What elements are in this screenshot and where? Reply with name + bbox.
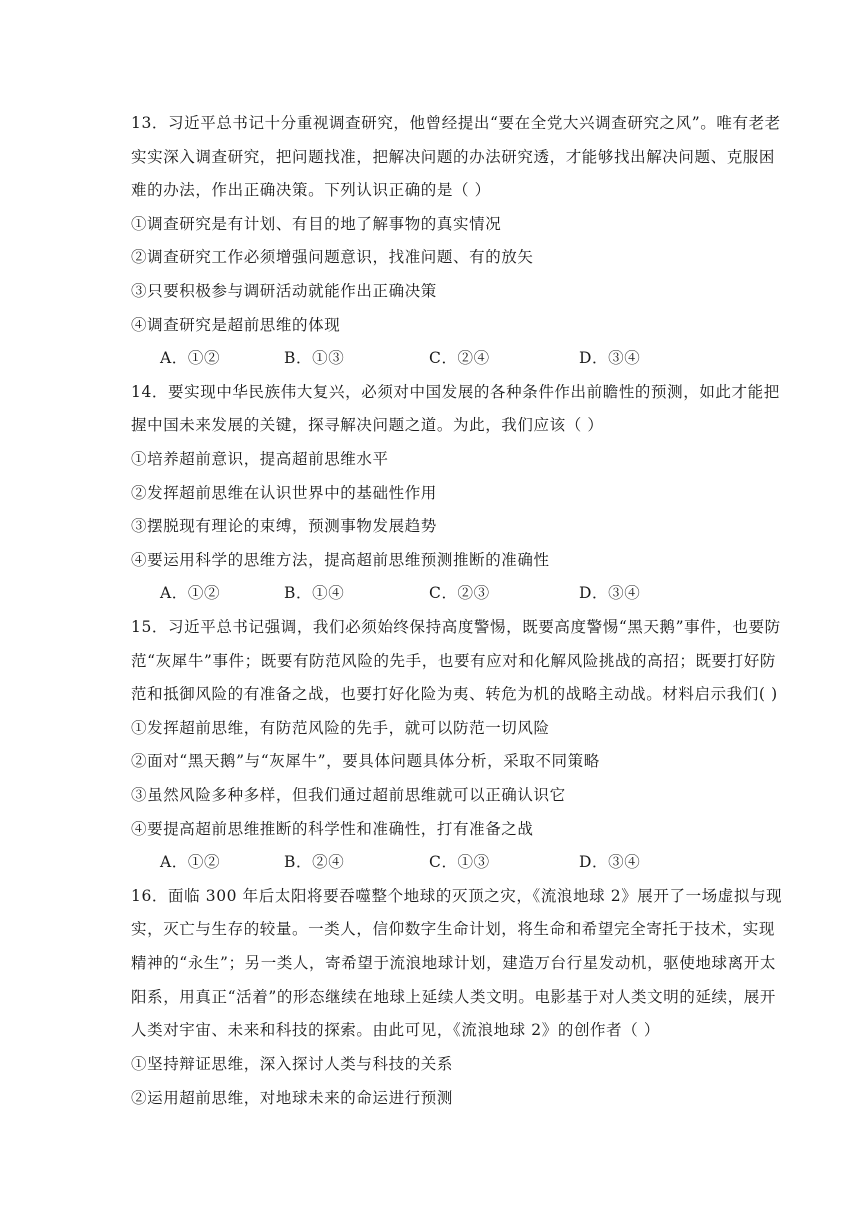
statement-item: ②面对“黑天鹅”与“灰犀牛”，要具体问题具体分析，采取不同策略 [131, 752, 600, 770]
option-d[interactable]: D．③④ [579, 349, 641, 367]
question-stem-line: 难的办法，作出正确决策。下列认识正确的是（ ） [131, 181, 491, 199]
answer-options [160, 348, 760, 368]
option-c[interactable]: C．②④ [429, 349, 490, 367]
statement-item: ①坚持辩证思维，深入探讨人类与科技的关系 [131, 1055, 454, 1073]
option-a[interactable]: A．①② [160, 853, 221, 871]
statement-item: ③摆脱现有理论的束缚，预测事物发展趋势 [131, 517, 437, 535]
statement-item: ④调查研究是超前思维的体现 [131, 316, 341, 334]
answer-options [160, 583, 760, 603]
option-a[interactable]: A．①② [160, 349, 221, 367]
option-b[interactable]: B．①④ [284, 584, 345, 602]
option-c[interactable]: C．②③ [429, 584, 490, 602]
statement-item: ①发挥超前思维，有防范风险的先手，就可以防范一切风险 [131, 719, 550, 737]
option-b[interactable]: B．①③ [284, 349, 345, 367]
option-d[interactable]: D．③④ [579, 853, 641, 871]
question-stem-line: 14．要实现中华民族伟大复兴，必须对中国发展的各种条件作出前瞻性的预测，如此才能把 [131, 383, 780, 401]
question-stem-line: 16．面临 300 年后太阳将要吞噬整个地球的灭顶之灾，《流浪地球 2》展开了一场虚拟与现 [131, 887, 783, 905]
statement-item: ②调查研究工作必须增强问题意识，找准问题、有的放矢 [131, 248, 534, 266]
statement-item: ③虽然风险多种多样，但我们通过超前思维就可以正确认识它 [131, 786, 566, 804]
question-stem-line: 握中国未来发展的关键，探寻解决问题之道。为此，我们应该（ ） [131, 416, 604, 434]
question-stem-line: 阳系，用真正“活着”的形态继续在地球上延续人类文明。电影基于对人类文明的延续，展开 [131, 988, 776, 1006]
answer-options [160, 852, 760, 872]
question-stem-line: 实，灭亡与生存的较量。一类人，信仰数字生命计划，将生命和希望完全寄托于技术，实现 [131, 920, 776, 938]
statement-item: ①培养超前意识，提高超前思维水平 [131, 450, 389, 468]
question-stem-line: 人类对宇宙、未来和科技的探索。由此可见，《流浪地球 2》的创作者（ ） [131, 1021, 660, 1039]
option-d[interactable]: D．③④ [579, 584, 641, 602]
statement-item: ①调查研究是有计划、有目的地了解事物的真实情况 [131, 215, 502, 233]
option-b[interactable]: B．②④ [284, 853, 345, 871]
statement-item: ④要提高超前思维推断的科学性和准确性，打有准备之战 [131, 820, 534, 838]
question-stem-line: 精神的“永生”；另一类人，寄希望于流浪地球计划，建造万台行星发动机，驱使地球离开太 [131, 954, 776, 972]
question-stem-line: 范和抵御风险的有准备之战，也要打好化险为夷、转危为机的战略主动战。材料启示我们( ) [131, 685, 778, 703]
statement-item: ④要运用科学的思维方法，提高超前思维预测推断的准确性 [131, 551, 550, 569]
question-stem-line: 15．习近平总书记强调，我们必须始终保持高度警惕，既要高度警惕“黑天鹅”事件，也要防 [131, 618, 781, 636]
question-stem-line: 13．习近平总书记十分重视调查研究，他曾经提出“要在全党大兴调查研究之风”。唯有老老 [131, 114, 781, 132]
statement-item: ②运用超前思维，对地球未来的命运进行预测 [131, 1089, 454, 1107]
question-stem-line: 实实深入调查研究，把问题找准，把解决问题的办法研究透，才能够找出解决问题、克服困 [131, 148, 776, 166]
question-stem-line: 范“灰犀牛”事件；既要有防范风险的先手，也要有应对和化解风险挑战的高招；既要打好防 [131, 652, 776, 670]
statement-item: ②发挥超前思维在认识世界中的基础性作用 [131, 484, 437, 502]
option-c[interactable]: C．①③ [429, 853, 490, 871]
option-a[interactable]: A．①② [160, 584, 221, 602]
statement-item: ③只要积极参与调研活动就能作出正确决策 [131, 282, 437, 300]
